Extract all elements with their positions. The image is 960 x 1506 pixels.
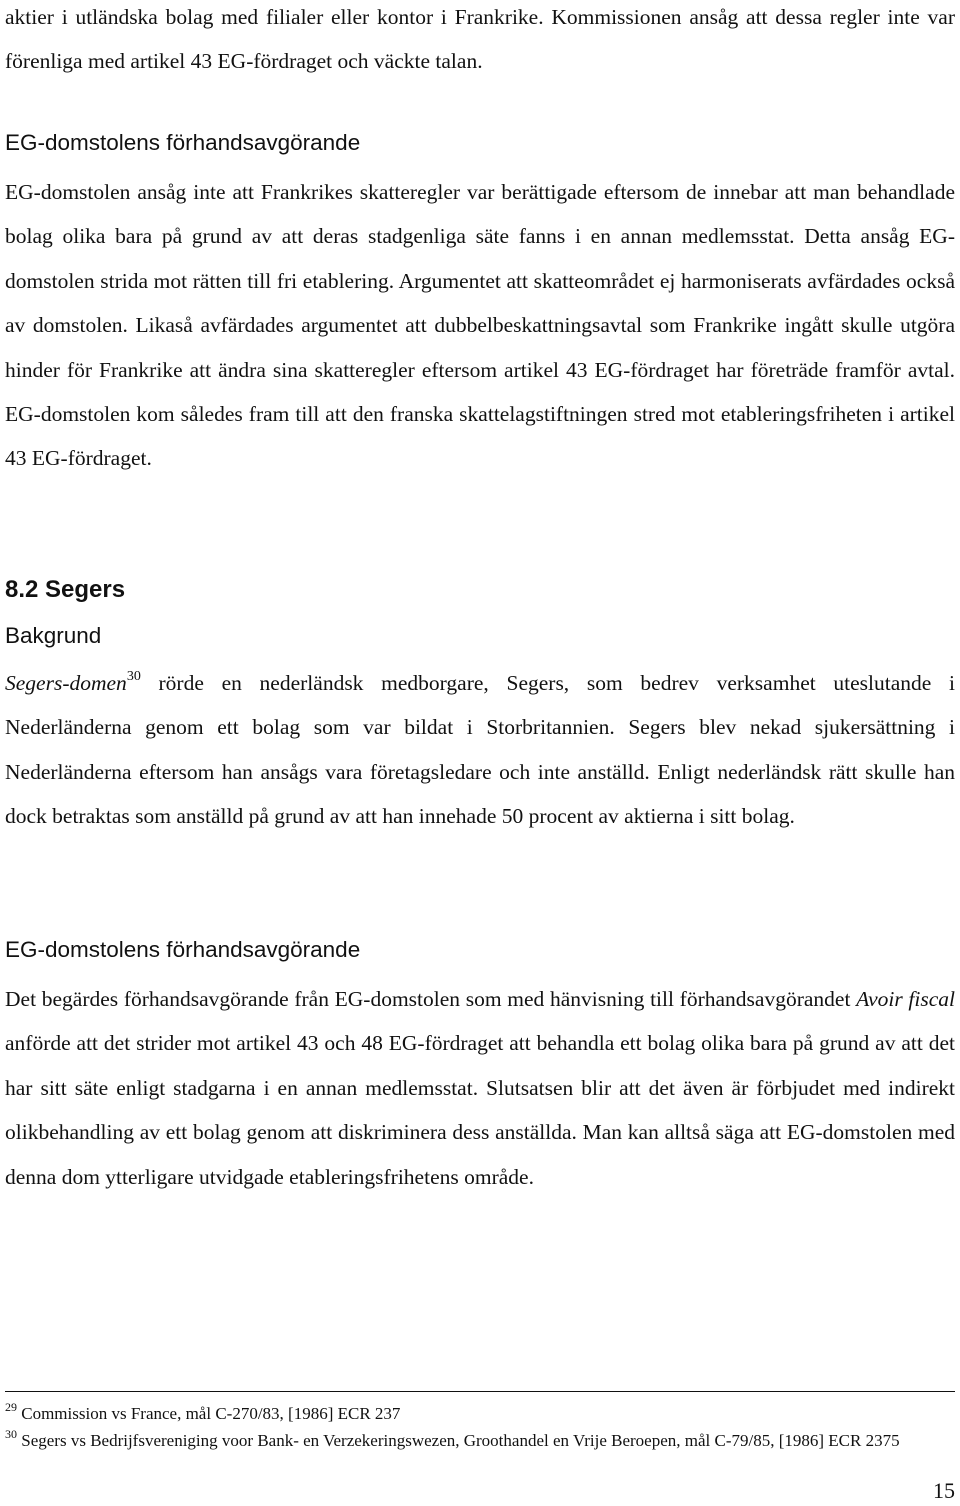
section-heading: EG-domstolens förhandsavgörande	[5, 937, 361, 962]
document-page	[5, 0, 955, 1506]
footnote-number: 30	[5, 1427, 17, 1441]
footnote-number: 29	[5, 1400, 17, 1414]
section-segers	[5, 575, 955, 839]
footnote-30	[5, 1429, 955, 1453]
footnote-divider	[5, 1391, 955, 1392]
paragraph-text-start: Det begärdes förhandsavgörande från EG-domstolen som med hänvisning till förhandsavgörandet	[5, 987, 857, 1011]
section-title: 8.2 Segers	[5, 576, 126, 603]
case-reference: Avoir fiscal	[856, 987, 955, 1011]
section-subheading: Bakgrund	[5, 623, 102, 648]
footnote-text: Commission vs France, mål C-270/83, [1986] ECR 237	[21, 1404, 401, 1423]
footnote-text: Segers vs Bedrijfsvereniging voor Bank- en Verzekeringswezen, Groothandel en Vrije Beroepen, mål C-79/85, [1986] ECR 2375	[21, 1431, 900, 1450]
section-paragraph: EG-domstolen ansåg inte att Frankrikes skatteregler var berättigade eftersom de innebar att man behandlade bolag olika bara på grund av att deras stadgenliga säte fanns i en annan medlemsstat. Detta ansåg EG-domstolen strida mot rätten till fri etablering. Argumentet att skatteområdet ej harmoniserats avfärdades också av domstolen. Likaså avfärdades argumentet att dubbelbeskattningsavtal som Frankrike ingått skulle utgöra hinder för Frankrike att ändra sina skatteregler eftersom artikel 43 EG-fördraget har företräde framför avtal. EG-domstolen kom således fram till att den franska skattelagstiftningen stred mot etableringsfriheten i artikel 43 EG-fördraget.	[5, 180, 955, 471]
paragraph-text: rörde en nederländsk medborgare, Segers, som bedrev verksamhet uteslutande i Nederländerna genom ett bolag som var bildat i Storbritannien. Segers blev nekad sjukersättning i Nederländerna eftersom han ansågs vara företagsledare och inte anställd. Enligt nederländsk rätt skulle han dock betraktas som anställd på grund av att han innehade 50 procent av aktierna i sitt bolag.	[5, 671, 955, 829]
footnote-29	[5, 1402, 955, 1426]
section-preliminary-ruling-france	[5, 128, 955, 481]
section-paragraph	[5, 977, 955, 1199]
footnotes	[5, 1402, 955, 1453]
top-paragraph: aktier i utländska bolag med filialer eller kontor i Frankrike. Kommissionen ansåg att dessa regler inte var förenliga med artikel 43 EG-fördraget och väckte talan.	[5, 5, 955, 74]
section-heading: EG-domstolens förhandsavgörande	[5, 130, 361, 155]
footnote-reference: 30	[126, 669, 141, 684]
paragraph-text-end: anförde att det strider mot artikel 43 och 48 EG-fördraget att behandla ett bolag olika bara på grund av att det har sitt säte enligt stadgarna i en annan medlemsstat. Slutsatsen blir att det även är förbjudet med indirekt olikbehandling av ett bolag genom att diskriminera dess anställda. Man kan alltså säga att EG-domstolen med denna dom ytterligare utvidgade etableringsfrihetens område.	[5, 1031, 955, 1189]
page-number: 15	[933, 1478, 955, 1503]
section-preliminary-ruling-segers	[5, 935, 955, 1199]
section-paragraph	[5, 661, 955, 839]
case-name: Segers-domen	[5, 671, 127, 695]
